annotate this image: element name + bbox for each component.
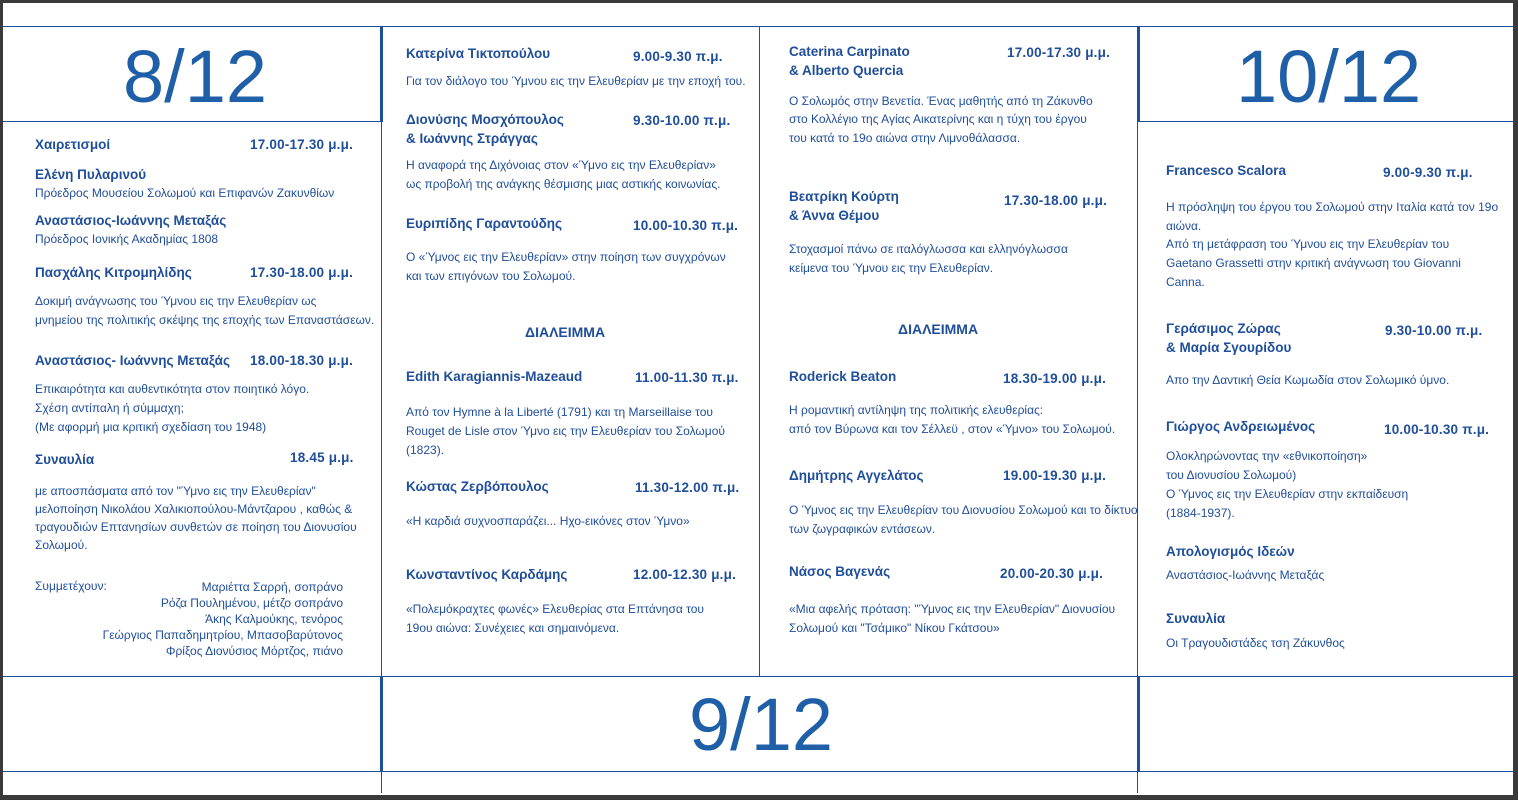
divider	[3, 771, 1513, 772]
divider	[1137, 27, 1140, 122]
date-10-12: 10/12	[1236, 35, 1422, 118]
date-8-12: 8/12	[123, 35, 268, 118]
talk-title: και των επιγόνων του Σολωμού.	[406, 269, 576, 283]
participant: Γεώργιος Παπαδημητρίου, Μπασοβαρύτονος	[102, 628, 343, 642]
talk-title: Rouget de Lisle στον Ύμνο εις την Ελευθερίαν του Σολωμού	[406, 424, 725, 438]
speaker-name: Δημήτρης Αγγελάτος	[789, 468, 924, 483]
talk-title: αιώνα.	[1166, 219, 1202, 233]
break-label: ΔΙΑΛΕΙΜΜΑ	[898, 321, 979, 337]
concert-desc: τραγουδιών Επτανησίων συνθετών σε ποίηση του Διονυσίου	[35, 520, 357, 534]
talk-title: του Διονυσίου Σολωμού)	[1166, 468, 1297, 482]
talk-title: Η πρόσληψη του έργου του Σολωμού στην Ιταλία κατά τον 19ο	[1166, 200, 1499, 214]
program-sheet	[3, 3, 1513, 795]
speaker-name: Νάσος Βαγενάς	[789, 564, 891, 579]
session-title: Συναυλία	[1166, 611, 1226, 626]
session-time: 17.00-17.30 μ.μ.	[1007, 45, 1111, 60]
break-label: ΔΙΑΛΕΙΜΜΑ	[525, 324, 606, 340]
participants-label: Συμμετέχουν:	[35, 579, 107, 593]
speaker-name: Γεράσιμος Ζώρας	[1166, 321, 1281, 336]
talk-title: Ο Ύμνος εις την Ελευθερίαν του Διονυσίου Σολωμού και το δίκτυο	[789, 503, 1138, 517]
divider	[759, 27, 760, 677]
talk-title: (Με αφορμή μια κριτική σχεδίαση του 1948)	[35, 420, 267, 434]
session-time: 12.00-12.30 μ.μ.	[633, 567, 737, 582]
talk-title: Ο Ύμνος εις την Ελευθερίαν στην εκπαίδευση	[1166, 487, 1409, 501]
talk-title: Από τον Hymne à la Liberté (1791) και τη Marseillaise του	[406, 405, 713, 419]
speaker-name: Ελένη Πυλαρινού	[35, 167, 147, 182]
talk-title: κείμενα του Ύμνου εις την Ελευθερίαν.	[789, 261, 994, 275]
talk-title: Ολοκληρώνοντας την «εθνικοποίηση»	[1166, 449, 1368, 463]
talk-title: «Μια αφελής πρόταση: "Ύμνος εις την Ελευθερίαν" Διονυσίου	[789, 602, 1116, 616]
speaker-name: Francesco Scalora	[1166, 163, 1287, 178]
speaker-name: & Άννα Θέμου	[789, 208, 880, 223]
date-9-12: 9/12	[689, 683, 834, 766]
concert-desc: Σολωμού.	[35, 538, 88, 552]
talk-title: του κατά το 19ο αιώνα στην Λιμνοθάλασσα.	[789, 131, 1021, 145]
talk-title: ως προβολή της ανάγκης θέσμισης μιας αστικής κοινωνίας.	[406, 177, 721, 191]
talk-title: από τον Βύρωνα και τον Σέλλεϋ , στον «Ύμνο» του Σολωμού.	[789, 422, 1116, 436]
speaker-name: & Alberto Quercia	[789, 63, 904, 78]
session-time: 18.30-19.00 μ.μ.	[1003, 371, 1107, 386]
talk-title: «Η καρδιά συχνοσπαράζει... Ηχο-εικόνες στον Ύμνο»	[406, 514, 690, 528]
participant: Μαριέττα Σαρρή, σοπράνο	[201, 580, 343, 594]
talk-title: στο Κολλέγιο της Αγίας Αικατερίνης και η τύχη του έργου	[789, 112, 1087, 126]
talk-title: «Πολεμόκραχτες φωνές» Ελευθερίας στα Επτάνησα του	[406, 602, 704, 616]
speaker-name: Αναστάσιος-Ιωάννης Μεταξάς	[35, 213, 227, 228]
speaker-role: Πρόεδρος Μουσείου Σολωμού και Επιφανών Ζακυνθίων	[35, 186, 335, 200]
talk-title: Η ρομαντική αντίληψη της πολιτικής ελευθερίας:	[789, 403, 1044, 417]
session-title: Απολογισμός Ιδεών	[1166, 544, 1295, 559]
session-time: 9.30-10.00 π.μ.	[1385, 323, 1483, 338]
talk-title: Για τον διάλογο του Ύμνου εις την Ελευθερίαν με την εποχή του.	[406, 74, 746, 88]
talk-title: (1823).	[406, 443, 445, 457]
talk-title: Επικαιρότητα και αυθεντικότητα στον ποιητικό λόγο.	[35, 382, 310, 396]
divider	[3, 121, 381, 122]
speaker-name: & Μαρία Σγουρίδου	[1166, 340, 1292, 355]
session-title: Χαιρετισμοί	[35, 137, 111, 152]
talk-title: Ο Σολωμός στην Βενετία. Ένας μαθητής από τη Ζάκυνθο	[789, 94, 1093, 108]
session-time: 19.00-19.30 μ.μ.	[1003, 468, 1107, 483]
concert-desc: μελοποίηση Νικολάου Χαλικιοπούλου-Μάντζαρου , καθώς &	[35, 502, 353, 516]
speaker-name: Caterina Carpinato	[789, 44, 910, 59]
speaker-name: Κώστας Ζερβόπουλος	[406, 479, 549, 494]
session-time: 10.00-10.30 π.μ.	[633, 218, 739, 233]
session-time: 17.30-18.00 μ.μ.	[250, 265, 354, 280]
speaker-name: & Ιωάννης Στράγγας	[406, 131, 538, 146]
participant: Άκης Καλμούκης, τενόρος	[205, 612, 343, 626]
talk-title: (1884-1937).	[1166, 506, 1235, 520]
speaker-name: Edith Karagiannis-Mazeaud	[406, 369, 583, 384]
divider	[3, 26, 1513, 27]
session-time: 10.00-10.30 π.μ.	[1384, 422, 1490, 437]
participant: Ρόζα Πουλημένου, μέτζο σοπράνο	[160, 596, 343, 610]
talk-title: Σολωμού και "Τσάμικο" Νίκου Γκάτσου»	[789, 621, 1000, 635]
speaker-name: Γιώργος Ανδρειωμένος	[1166, 419, 1316, 434]
speaker-name: Roderick Beaton	[789, 369, 897, 384]
talk-title: Ο «Ύμνος εις την Ελευθερίαν» στην ποίηση των συγχρόνων	[406, 250, 726, 264]
speaker-name: Αναστάσιος-Ιωάννης Μεταξάς	[1166, 568, 1325, 582]
performer: Οι Τραγουδιστάδες τση Ζάκυνθος	[1166, 636, 1345, 650]
talk-title: Gaetano Grassetti στην κριτική ανάγνωση του Giovanni	[1166, 256, 1461, 270]
talk-title: των ζωγραφικών εντάσεων.	[789, 522, 936, 536]
divider	[380, 27, 383, 122]
talk-title: Στοχασμοί πάνω σε ιταλόγλωσσα και ελληνόγλωσσα	[789, 242, 1068, 256]
participant: Φρίξος Διονύσιος Μόρτζος, πιάνο	[165, 644, 343, 658]
divider	[380, 677, 383, 771]
talk-title: 19ου αιώνα: Συνέχειες και σημαινόμενα.	[406, 621, 620, 635]
talk-title: μνημείου της πολιτικής σκέψης της εποχής των Επαναστάσεων.	[35, 313, 375, 327]
speaker-name: Αναστάσιος- Ιωάννης Μεταξάς	[35, 353, 230, 368]
divider	[1137, 121, 1513, 122]
talk-title: Απο την Δαντική Θεία Κωμωδία στον Σολωμικό ύμνο.	[1166, 373, 1450, 387]
concert-desc: με αποσπάσματα από τον "Ύμνο εις την Ελευθερίαν"	[35, 484, 316, 498]
speaker-name: Κατερίνα Τικτοπούλου	[406, 46, 551, 61]
session-time: 11.30-12.00 π.μ.	[635, 480, 740, 495]
talk-title: Δοκιμή ανάγνωσης του Ύμνου εις την Ελευθερίαν ως	[35, 294, 317, 308]
speaker-name: Πασχάλης Κιτρομηλίδης	[35, 265, 192, 280]
session-title: Συναυλία	[35, 452, 95, 467]
session-time: 9.00-9.30 π.μ.	[1383, 165, 1473, 180]
speaker-role: Πρόεδρος Ιονικής Ακαδημίας 1808	[35, 232, 219, 246]
session-time: 20.00-20.30 μ.μ.	[1000, 566, 1104, 581]
divider	[1137, 677, 1140, 771]
talk-title: Σχέση αντίπαλη ή σύμμαχη;	[35, 401, 184, 415]
talk-title: Από τη μετάφραση του Ύμνου εις την Ελευθερίαν του	[1166, 237, 1450, 251]
speaker-name: Ευριπίδης Γαραντούδης	[406, 216, 563, 231]
session-time: 18.00-18.30 μ.μ.	[250, 353, 354, 368]
speaker-name: Διονύσης Μοσχόπουλος	[406, 112, 564, 127]
talk-title: Canna.	[1166, 275, 1205, 289]
speaker-name: Βεατρίκη Κούρτη	[789, 189, 899, 204]
speaker-name: Κωνσταντίνος Καρδάμης	[406, 567, 568, 582]
session-time: 11.00-11.30 π.μ.	[635, 370, 739, 385]
session-time: 17.30-18.00 μ.μ.	[1004, 193, 1108, 208]
session-time: 17.00-17.30 μ.μ.	[250, 137, 354, 152]
divider	[3, 676, 1513, 677]
session-time: 9.30-10.00 π.μ.	[633, 113, 731, 128]
session-time: 18.45 μ.μ.	[290, 450, 354, 465]
talk-title: Η αναφορά της Διχόνοιας στον «Ύμνο εις την Ελευθερίαν»	[406, 158, 716, 172]
session-time: 9.00-9.30 π.μ.	[633, 49, 723, 64]
